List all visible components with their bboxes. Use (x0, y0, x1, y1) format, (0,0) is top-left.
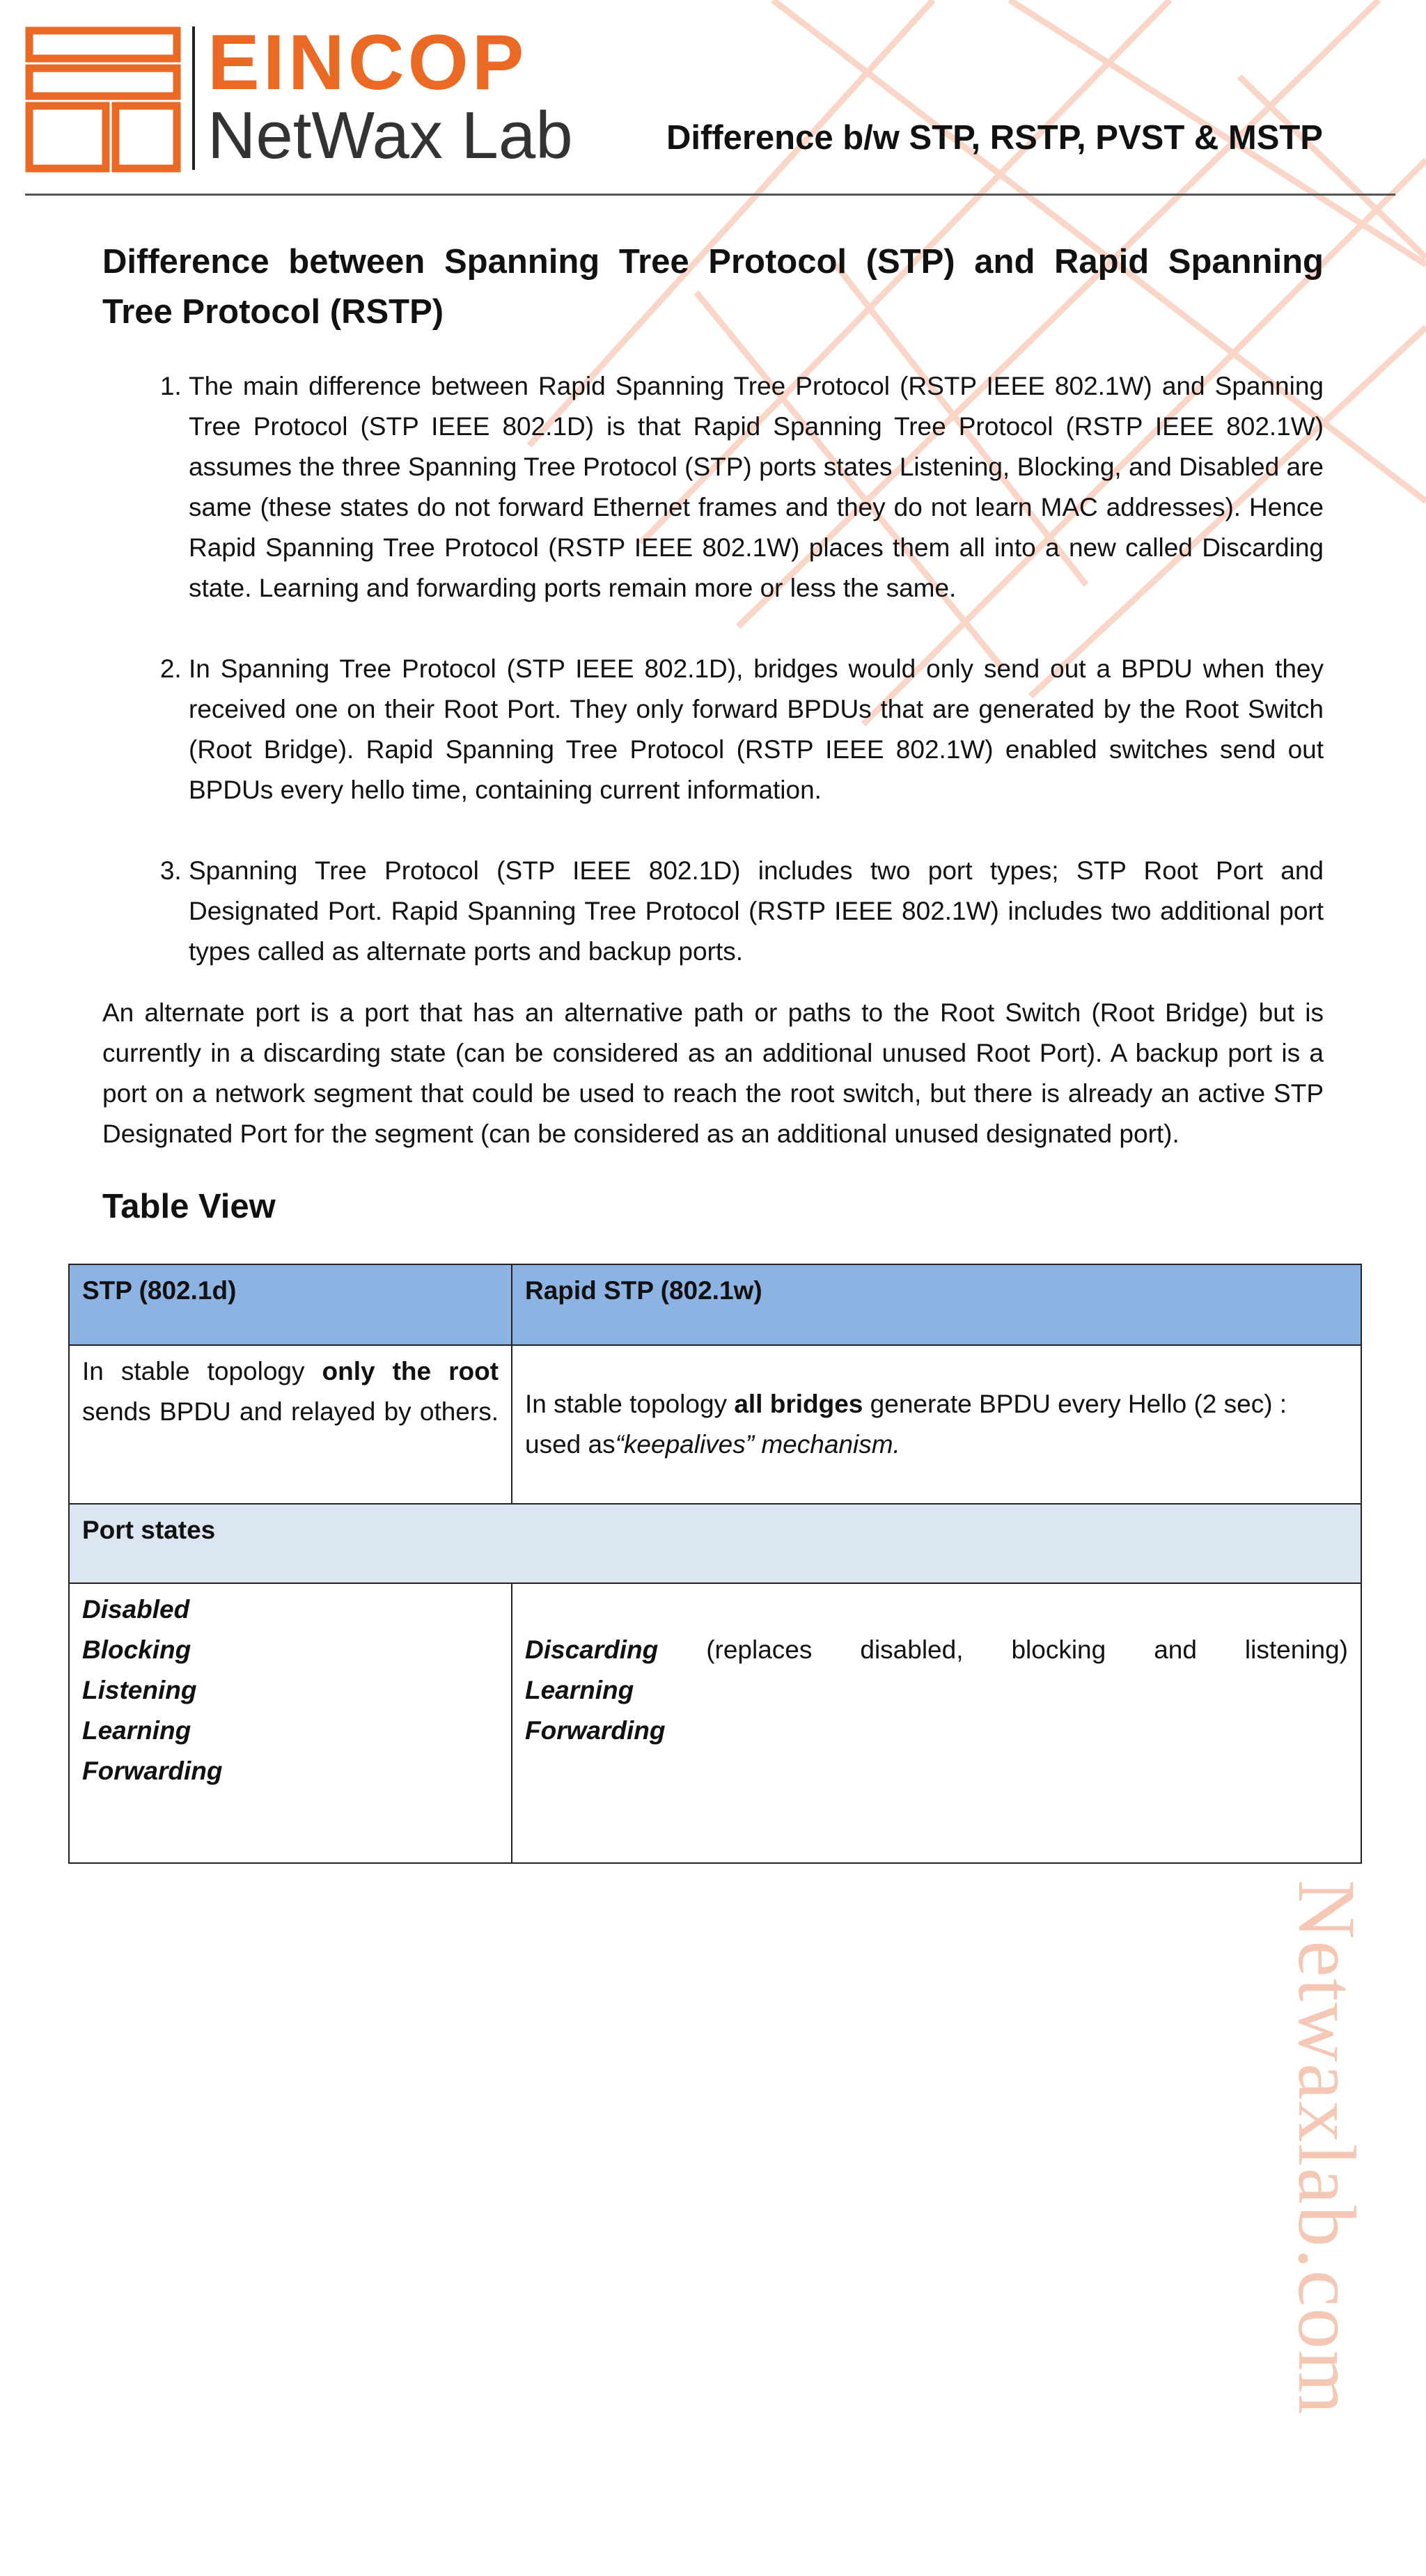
cell-text: sends BPDU and relayed by others. (82, 1397, 499, 1426)
port-state: Disabled (82, 1595, 190, 1624)
discarding-note: (replaces disabled, blocking and listening) (658, 1635, 1348, 1664)
difference-list (102, 366, 1324, 972)
port-state: Learning (525, 1676, 634, 1704)
port-state: Listening (82, 1676, 197, 1704)
vertical-watermark-text: Netwaxlab.com (1281, 1880, 1372, 2416)
table-section-row (69, 1504, 1361, 1583)
article-body (102, 237, 1324, 1253)
port-state: Discarding (525, 1635, 659, 1664)
table-header-row (69, 1264, 1361, 1345)
brand-divider (192, 26, 195, 170)
table-view-heading: Table View (102, 1188, 276, 1225)
port-state: Forwarding (525, 1716, 666, 1745)
cell-emphasis: only the root (322, 1357, 499, 1385)
stp-port-states-cell (69, 1583, 512, 1863)
port-state: Blocking (82, 1635, 191, 1664)
list-item: 3. Spanning Tree Protocol (STP IEEE 802.1D) includes two port types; STP Root Port and Designated Port. Rapid Spanning Tree Protocol (RSTP IEEE 802.1W) includes two additional port types called as alternate ports and backup ports. (189, 851, 1324, 972)
rstp-port-states-cell (512, 1583, 1361, 1863)
cell-emphasis: all bridges (734, 1390, 863, 1418)
cell-text: In stable topology (525, 1390, 735, 1418)
comparison-table (68, 1264, 1362, 1864)
article-heading: Difference between Spanning Tree Protocol (STP) and Rapid Spanning Tree Protocol (RSTP) (102, 243, 1324, 331)
discarding-line (525, 1630, 1348, 1670)
stp-bpdu-cell (69, 1345, 512, 1504)
brand-name-bottom: NetWax Lab (207, 98, 573, 173)
brand-name-top: EINCOP (207, 19, 528, 106)
rstp-bpdu-cell (512, 1345, 1361, 1504)
port-state: Forwarding (82, 1757, 223, 1785)
port-state: Learning (82, 1716, 191, 1745)
port-states-label: Port states (69, 1504, 1361, 1583)
alternate-port-paragraph: An alternate port is a port that has an alternative path or paths to the Root Switch (Root Bridge) but is currently in a discarding state (can be considered as an additional unused Root Port). A backup port is a port on a network segment that could be used to reach the root switch, but there is already an active STP Designated Port for the segment (can be considered as an additional unused designated port). (102, 998, 1324, 1148)
col-header-rstp: Rapid STP (802.1w) (512, 1264, 1361, 1345)
cell-text: In stable topology (82, 1357, 322, 1385)
document-title: Difference b/w STP, RSTP, PVST & MSTP (666, 119, 1323, 157)
col-header-stp: STP (802.1d) (69, 1264, 512, 1345)
eincop-logo-icon (25, 26, 185, 173)
header-rule (25, 194, 1395, 196)
list-item: 2. In Spanning Tree Protocol (STP IEEE 802.1D), bridges would only send out a BPDU when they received one on their Root Port. They only forward BPDUs that are generated by the Root Switch (Root Bridge). Rapid Spanning Tree Protocol (RSTP IEEE 802.1W) enabled switches send out BPDUs every hello time, containing current information. (189, 649, 1324, 810)
cell-text: generate BPDU every Hello (2 sec) : used as (525, 1390, 1287, 1459)
list-item: 1. The main difference between Rapid Spanning Tree Protocol (RSTP IEEE 802.1W) and Spanning Tree Protocol (STP IEEE 802.1D) is that Rapid Spanning Tree Protocol (RSTP IEEE 802.1W) assumes the three Spanning Tree Protocol (STP) ports states Listening, Blocking, and Disabled are same (these states do not forward Ethernet frames and they do not learn MAC addresses). Hence Rapid Spanning Tree Protocol (RSTP IEEE 802.1W) places them all into a new called Discarding state. Learning and forwarding ports remain more or less the same. (189, 366, 1324, 608)
table-row (69, 1345, 1361, 1504)
cell-italic: “keepalives” mechanism. (615, 1430, 900, 1459)
table-row (69, 1583, 1361, 1863)
